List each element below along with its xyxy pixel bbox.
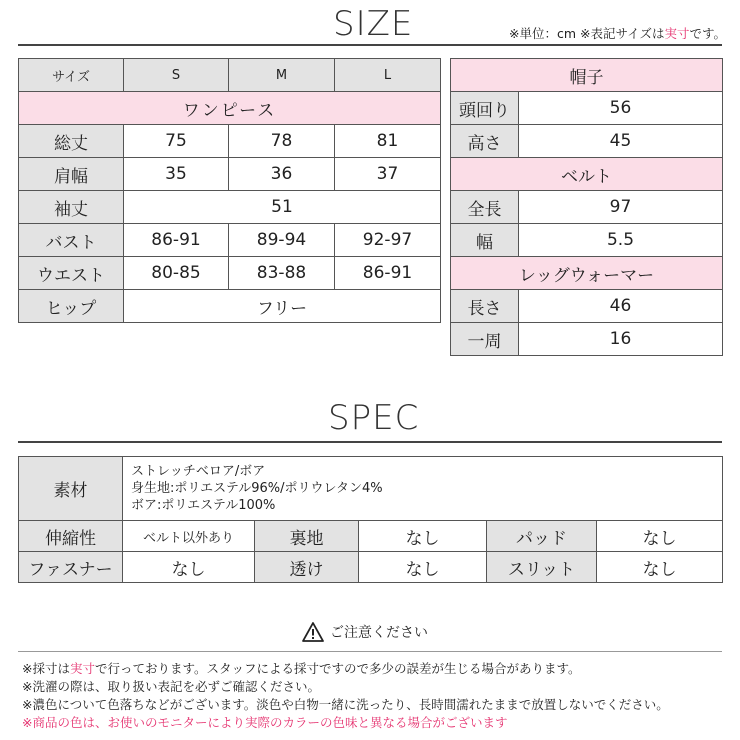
header-m: M bbox=[229, 59, 335, 92]
material-line: ストレッチベロア/ボア bbox=[131, 464, 266, 479]
header-s: S bbox=[124, 59, 229, 92]
row-label: ヒップ bbox=[19, 290, 124, 323]
hat-title: 帽子 bbox=[451, 59, 723, 92]
spec-table bbox=[18, 456, 723, 583]
table-row bbox=[19, 125, 441, 158]
slit-value: なし bbox=[597, 552, 723, 583]
material-value bbox=[123, 457, 723, 521]
stretch-label: 伸縮性 bbox=[19, 521, 123, 552]
cell: 16 bbox=[519, 323, 723, 356]
warning-icon bbox=[302, 622, 324, 642]
unit-note bbox=[509, 24, 726, 42]
cell: 5.5 bbox=[519, 224, 723, 257]
row-label: ウエスト bbox=[19, 257, 124, 290]
cell: フリー bbox=[124, 290, 441, 323]
legwarmer-title: レッグウォーマー bbox=[451, 257, 723, 290]
row-label: 頭回り bbox=[451, 92, 519, 125]
table-row bbox=[19, 290, 441, 323]
header-size: サイズ bbox=[19, 59, 124, 92]
note-line: ※濃色について色落ちなどがございます。淡色や白物一緒に洗ったり、長時間濡れたままで放置しないでください。 bbox=[22, 697, 669, 712]
pad-label: パッド bbox=[487, 521, 597, 552]
lining-label: 裏地 bbox=[255, 521, 359, 552]
cell: 45 bbox=[519, 125, 723, 158]
section-row bbox=[19, 92, 441, 125]
note-line: ※洗濯の際は、取り扱い表記を必ずご確認ください。 bbox=[22, 679, 320, 694]
cell: 92-97 bbox=[335, 224, 441, 257]
zipper-label: ファスナー bbox=[19, 552, 123, 583]
row-label: バスト bbox=[19, 224, 124, 257]
unit-note-highlight: 実寸 bbox=[664, 26, 690, 41]
material-label: 素材 bbox=[19, 457, 123, 521]
note-highlight: 実寸 bbox=[69, 661, 95, 676]
slit-label: スリット bbox=[487, 552, 597, 583]
size-divider bbox=[18, 44, 722, 46]
material-line: ボア:ポリエステル100% bbox=[131, 498, 276, 513]
cell: 36 bbox=[229, 158, 335, 191]
material-line: 身生地:ポリエステル96%/ポリウレタン4% bbox=[131, 481, 383, 496]
cell: 46 bbox=[519, 290, 723, 323]
caution-notes bbox=[22, 660, 732, 732]
cell: 35 bbox=[124, 158, 229, 191]
row-label: 一周 bbox=[451, 323, 519, 356]
note-line: ※商品の色は、お使いのモニターにより実際のカラーの色味と異なる場合がございます bbox=[22, 715, 508, 730]
cell: 75 bbox=[124, 125, 229, 158]
row-label: 肩幅 bbox=[19, 158, 124, 191]
caution-title: ご注意ください bbox=[330, 625, 428, 641]
cell: 86-91 bbox=[124, 224, 229, 257]
cell: 89-94 bbox=[229, 224, 335, 257]
seethrough-label: 透け bbox=[255, 552, 359, 583]
size-header-row bbox=[19, 59, 441, 92]
caution-divider bbox=[18, 651, 722, 652]
stretch-value: ベルト以外あり bbox=[123, 521, 255, 552]
spec-divider bbox=[18, 441, 722, 443]
row-label: 高さ bbox=[451, 125, 519, 158]
cell: 37 bbox=[335, 158, 441, 191]
cell: 86-91 bbox=[335, 257, 441, 290]
table-row bbox=[19, 257, 441, 290]
note-text: で行っております。スタッフによる採寸ですので多少の誤差が生じる場合があります。 bbox=[95, 661, 581, 676]
row-label: 幅 bbox=[451, 224, 519, 257]
section-onepiece: ワンピース bbox=[19, 92, 441, 125]
table-row bbox=[19, 158, 441, 191]
note-line bbox=[22, 660, 732, 678]
table-row bbox=[19, 224, 441, 257]
pad-value: なし bbox=[597, 521, 723, 552]
row-label: 長さ bbox=[451, 290, 519, 323]
table-row bbox=[19, 191, 441, 224]
cell: 81 bbox=[335, 125, 441, 158]
size-table bbox=[18, 58, 441, 323]
belt-title: ベルト bbox=[451, 158, 723, 191]
zipper-value: なし bbox=[123, 552, 255, 583]
cell: 80-85 bbox=[124, 257, 229, 290]
header-l: L bbox=[335, 59, 441, 92]
unit-note-prefix: ※単位：cm ※表記サイズは bbox=[508, 26, 665, 41]
row-label: 総丈 bbox=[19, 125, 124, 158]
row-label: 全長 bbox=[451, 191, 519, 224]
cell: 97 bbox=[519, 191, 723, 224]
cell: 78 bbox=[229, 125, 335, 158]
accessory-table bbox=[450, 58, 723, 356]
row-label: 袖丈 bbox=[19, 191, 124, 224]
note-text: ※採寸は bbox=[22, 661, 70, 676]
cell: 51 bbox=[124, 191, 441, 224]
spec-title: SPEC bbox=[328, 398, 420, 438]
unit-note-suffix: です。 bbox=[689, 26, 726, 41]
cell: 56 bbox=[519, 92, 723, 125]
caution-header bbox=[302, 622, 428, 642]
lining-value: なし bbox=[359, 521, 487, 552]
seethrough-value: なし bbox=[359, 552, 487, 583]
size-title: SIZE bbox=[333, 4, 414, 44]
cell: 83-88 bbox=[229, 257, 335, 290]
